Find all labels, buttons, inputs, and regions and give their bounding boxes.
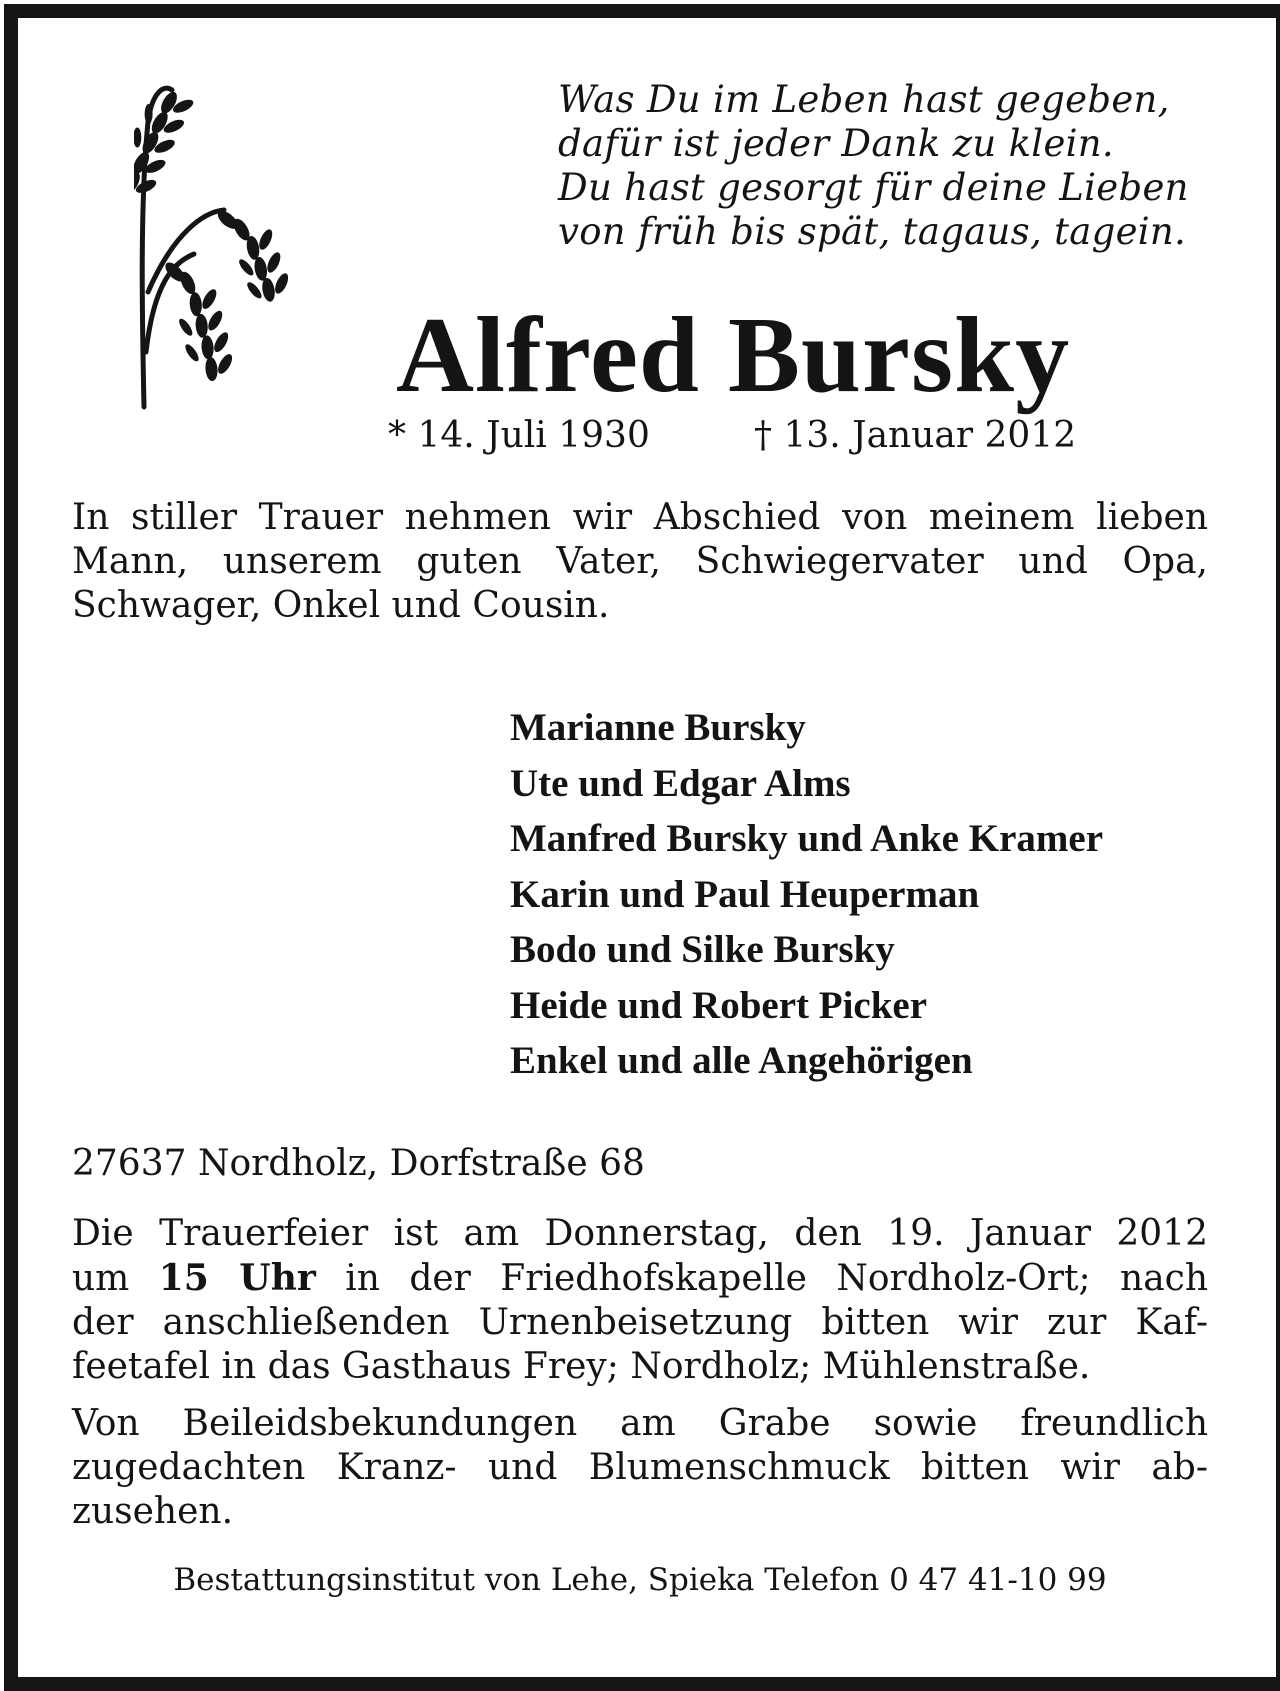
poem-line: Was Du im Leben hast gegeben, [558,78,1170,121]
condolence-line: zusehen. [72,1491,234,1532]
mourners-list [510,700,1103,1089]
condolence-line: zugedachten Kranz- und Blumenschmuck bitten wir ab- [72,1447,1208,1488]
intro-line: In stiller Trauer nehmen wir Abschied von meinem lieben [72,497,1208,538]
death-date: † 13. Januar 2012 [754,415,1077,456]
intro-paragraph [72,496,1208,628]
intro-line: Mann, unserem guten Vater, Schwiegervater und Opa, [72,541,1208,582]
ceremony-line [72,1256,1208,1301]
intro-line: Schwager, Onkel und Cousin. [72,585,610,626]
deceased-name: Alfred Bursky [396,296,1071,415]
ceremony-line: der anschließenden Urnenbeisetzung bitten wir zur Kaf- [72,1302,1208,1343]
mourner-name: Manfred Bursky und Anke Kramer [510,817,1103,860]
funeral-home-footer: Bestattungsinstitut von Lehe, Spieka Telefon 0 47 41-10 99 [173,1562,1107,1598]
address: 27637 Nordholz, Dorfstraße 68 [72,1143,645,1184]
ceremony-text: in der Friedhofskapelle Nordholz-Ort; nach [315,1258,1208,1299]
birth-date: * 14. Juli 1930 [388,415,650,456]
mourner-name: Bodo und Silke Bursky [510,928,895,971]
mourner-name: Karin und Paul Heuperman [510,872,980,916]
poem-line: dafür ist jeder Dank zu klein. [558,122,1114,165]
ceremony-line: feetafel in das Gasthaus Frey; Nordholz; Mühlenstraße. [72,1346,1091,1387]
ceremony-text: um [72,1258,159,1299]
poem [558,78,1189,254]
ceremony-line: Die Trauerfeier ist am Donnerstag, den 19. Januar 2012 [72,1213,1208,1254]
condolence-paragraph [72,1402,1208,1534]
mourner-name: Enkel und alle Angehörigen [510,1039,973,1082]
ceremony-time: 15 Uhr [158,1257,316,1299]
mourner-name: Ute und Edgar Alms [510,761,851,805]
ceremony-paragraph [72,1212,1208,1389]
mourner-name: Marianne Bursky [510,706,806,749]
mourner-name: Heide und Robert Picker [510,983,928,1027]
condolence-line: Von Beileidsbekundungen am Grabe sowie freundlich [72,1403,1208,1444]
poem-line: Du hast gesorgt für deine Lieben [558,166,1189,209]
wheat-icon [134,82,304,412]
poem-line: von früh bis spät, tagaus, tagein. [558,210,1187,253]
